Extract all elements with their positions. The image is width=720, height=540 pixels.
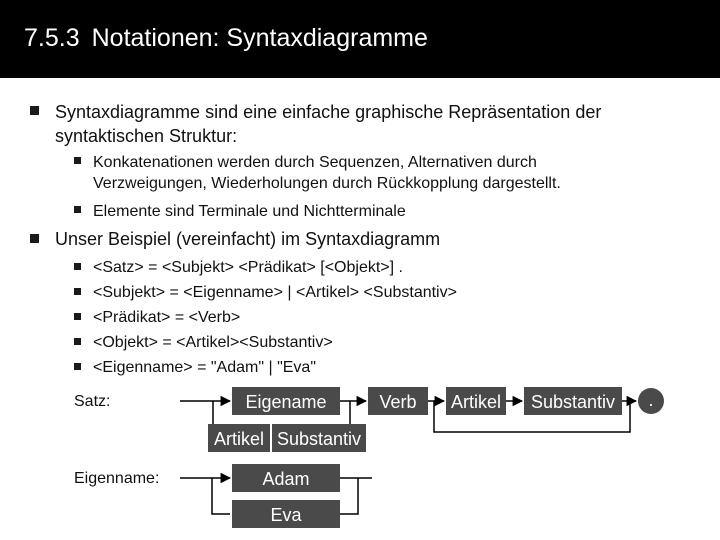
grammar-rule: <Objekt> = <Artikel><Substantiv>	[93, 334, 333, 351]
grammar-rule: <Prädikat> = <Verb>	[93, 309, 241, 326]
sub-bullet-text: Elemente sind Terminale und Nichtterminale	[93, 203, 406, 220]
substantiv-box-label: Substantiv	[530, 392, 616, 412]
dot-label: .	[648, 390, 654, 410]
artikel-box-label: Artikel	[450, 392, 502, 412]
adam-box-label: Adam	[262, 469, 310, 489]
satz-label: Satz:	[74, 393, 111, 410]
substantiv2-box-label: Substantiv	[276, 429, 362, 449]
eigenname-box-label: Eigename	[245, 392, 327, 412]
grammar-rule: <Satz> = <Subjekt> <Prädikat> [<Objekt>] .	[93, 259, 403, 276]
satz-lines	[180, 401, 636, 514]
section-title: Notationen: Syntaxdiagramme	[91, 24, 428, 52]
artikel2-box-label: Artikel	[213, 429, 265, 449]
section-number: 7.5.3	[24, 24, 80, 52]
verb-box-label: Verb	[379, 392, 417, 412]
eva-box-label: Eva	[270, 505, 302, 525]
sub-bullet-text: Konkatenationen werden durch Sequenzen, Alternativen durch Verzweigungen, Wiederholungen durch Rückkopplung dargestellt.	[93, 154, 561, 192]
eigenname-label: Eigenname:	[74, 470, 160, 487]
bullet-text-2: Unser Beispiel (vereinfacht) im Syntaxdiagramm	[55, 229, 441, 249]
bullet-text-1: Syntaxdiagramme sind eine einfache graphische Repräsentation der syntaktischen Struktur:	[55, 102, 602, 146]
grammar-rule: <Eigenname> = "Adam" | "Eva"	[93, 359, 316, 376]
grammar-rule: <Subjekt> = <Eigenname> | <Artikel> <Substantiv>	[93, 284, 457, 301]
